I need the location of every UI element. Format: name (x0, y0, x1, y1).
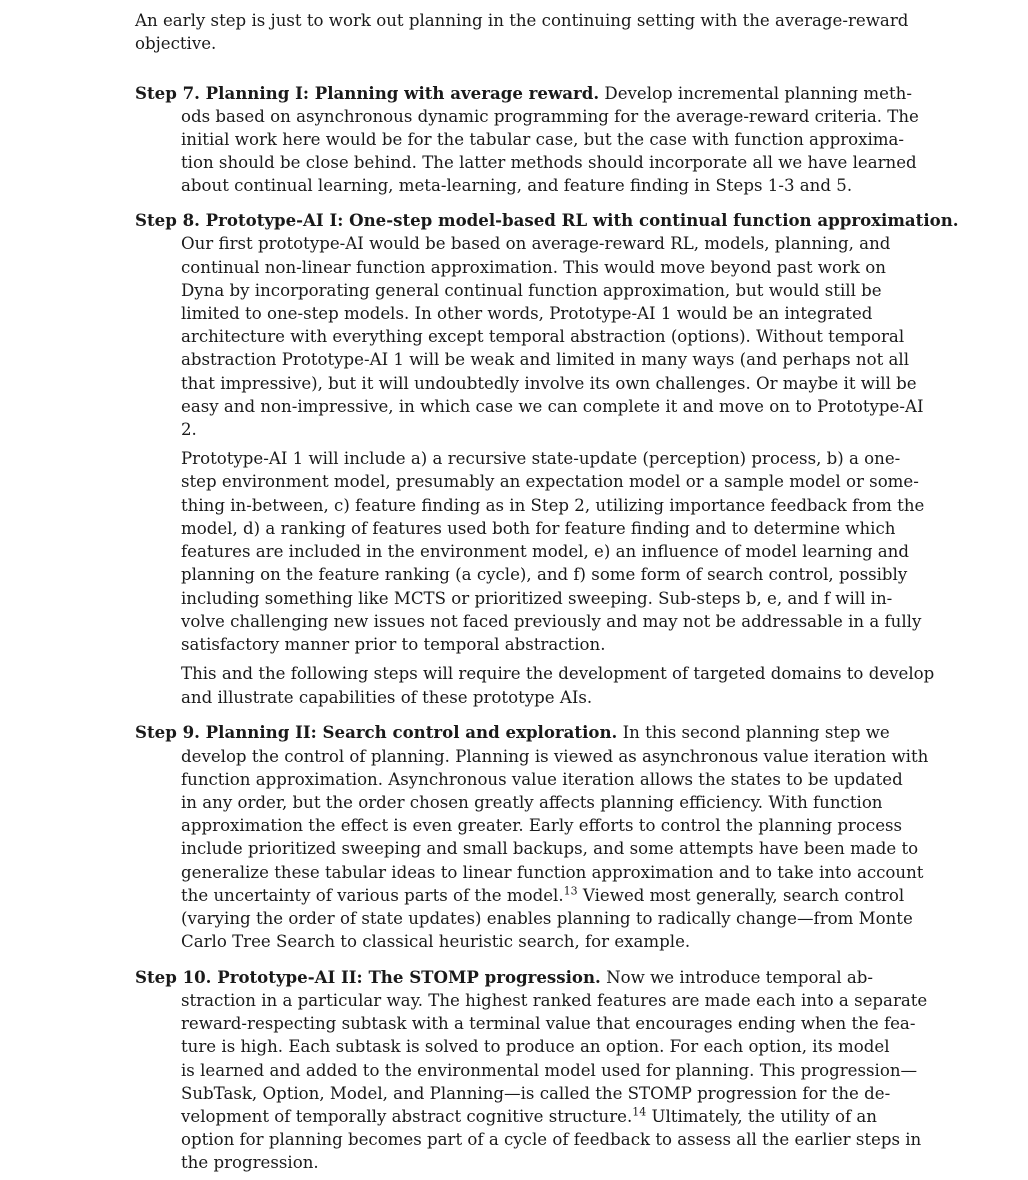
step8-para1-line: easy and non-impressive, in which case we can complete it and move on to Prototype-AI (181, 397, 924, 416)
step9-line: Carlo Tree Search to classical heuristic search, for example. (181, 932, 691, 951)
step8-para1-line: that impressive), but it will undoubtedly involve its own challenges. Or maybe it will be (181, 374, 917, 393)
step9-line: generalize these tabular ideas to linear function approximation and to take into account (181, 863, 924, 882)
step8-para1-line: abstraction Prototype-AI 1 will be weak and limited in many ways (and perhaps not all (181, 350, 910, 369)
step7-heading: Step 7. Planning I: Planning with average reward. (135, 83, 600, 103)
step8-para3-line: This and the following steps will require the development of targeted domains to develop (181, 664, 935, 683)
step10-heading: Step 10. Prototype-AI II: The STOMP progression. (135, 967, 601, 987)
step7-lead-text: Develop incremental planning meth- (599, 84, 912, 103)
step9-fn-pre: the uncertainty of various parts of the model. (181, 886, 564, 905)
step9-line: approximation the effect is even greater. Early efforts to control the planning process (181, 816, 903, 835)
step8-para2-line: satisfactory manner prior to temporal abstraction. (181, 635, 606, 654)
step9-first-line (135, 721, 890, 744)
step9-line: (varying the order of state updates) enables planning to radically change—from Monte (181, 909, 913, 928)
step10-line: is learned and added to the environmental model used for planning. This progression— (181, 1061, 918, 1080)
step8-para1-line: architecture with everything except temporal abstraction (options). Without temporal (181, 327, 905, 346)
step9-line: in any order, but the order chosen greatly affects planning efficiency. With function (181, 793, 883, 812)
footnote-ref-13[interactable]: 13 (563, 884, 578, 898)
intro-line-2: objective. (135, 34, 217, 53)
step8-para2-line: model, d) a ranking of features used both for feature finding and to determine which (181, 519, 896, 538)
step8-para2-line: features are included in the environment model, e) an influence of model learning and (181, 542, 909, 561)
step8-para2-line: planning on the feature ranking (a cycle), and f) some form of search control, possibly (181, 565, 908, 584)
step10-line: straction in a particular way. The highest ranked features are made each into a separate (181, 991, 928, 1010)
step8-para3-line: and illustrate capabilities of these prototype AIs. (181, 688, 593, 707)
step7-first-line (135, 82, 912, 105)
step10-line: SubTask, Option, Model, and Planning—is called the STOMP progression for the de- (181, 1084, 891, 1103)
step8-para1-line: Dyna by incorporating general continual function approximation, but would still be (181, 281, 882, 300)
step8-heading: Step 8. Prototype-AI I: One-step model-based RL with continual function approximation. (135, 210, 959, 230)
step8-para1-line: Our first prototype-AI would be based on average-reward RL, models, planning, and (181, 234, 891, 253)
footnote-ref-14[interactable]: 14 (632, 1105, 647, 1119)
step8-para1-line: limited to one-step models. In other words, Prototype-AI 1 would be an integrated (181, 304, 873, 323)
step9-fn-post: Viewed most generally, search control (577, 886, 905, 905)
step8-para2-line: step environment model, presumably an expectation model or a sample model or some- (181, 472, 919, 491)
intro-line-1: An early step is just to work out planning in the continuing setting with the average-reward (135, 11, 909, 30)
step7-line: initial work here would be for the tabular case, but the case with function approxima- (181, 130, 905, 149)
step10-lead-text: Now we introduce temporal ab- (600, 968, 874, 987)
step10-first-line (135, 966, 873, 989)
step8-para2-line: thing in-between, c) feature finding as in Step 2, utilizing importance feedback from the (181, 496, 925, 515)
step10-line: ture is high. Each subtask is solved to produce an option. For each option, its model (181, 1037, 890, 1056)
step10-line: the progression. (181, 1153, 319, 1172)
step9-lead-text: In this second planning step we (617, 723, 890, 742)
step10-footnote-line (181, 1105, 877, 1128)
step8-para1-line: 2. (181, 420, 197, 439)
step9-line: include prioritized sweeping and small backups, and some attempts have been made to (181, 839, 919, 858)
step9-heading: Step 9. Planning II: Search control and exploration. (135, 722, 618, 742)
step7-line: tion should be close behind. The latter methods should incorporate all we have learned (181, 153, 917, 172)
step7-line: about continual learning, meta-learning, and feature finding in Steps 1-3 and 5. (181, 176, 853, 195)
step9-line: develop the control of planning. Planning is viewed as asynchronous value iteration with (181, 747, 929, 766)
step10-line: option for planning becomes part of a cycle of feedback to assess all the earlier steps in (181, 1130, 922, 1149)
step9-footnote-line (181, 884, 904, 907)
step8-para2-line: volve challenging new issues not faced previously and may not be addressable in a fully (181, 612, 922, 631)
step9-line: function approximation. Asynchronous value iteration allows the states to be updated (181, 770, 903, 789)
step10-fn-pre: velopment of temporally abstract cognitive structure. (181, 1107, 633, 1126)
step8-para2-line: Prototype-AI 1 will include a) a recursive state-update (perception) process, b) a one- (181, 449, 901, 468)
step8-para1-line: continual non-linear function approximation. This would move beyond past work on (181, 258, 886, 277)
step7-line: ods based on asynchronous dynamic programming for the average-reward criteria. The (181, 107, 919, 126)
step8-para2-line: including something like MCTS or prioritized sweeping. Sub-steps b, e, and f will in- (181, 589, 893, 608)
step10-fn-post: Ultimately, the utility of an (646, 1107, 877, 1126)
step10-line: reward-respecting subtask with a terminal value that encourages ending when the fea- (181, 1014, 916, 1033)
